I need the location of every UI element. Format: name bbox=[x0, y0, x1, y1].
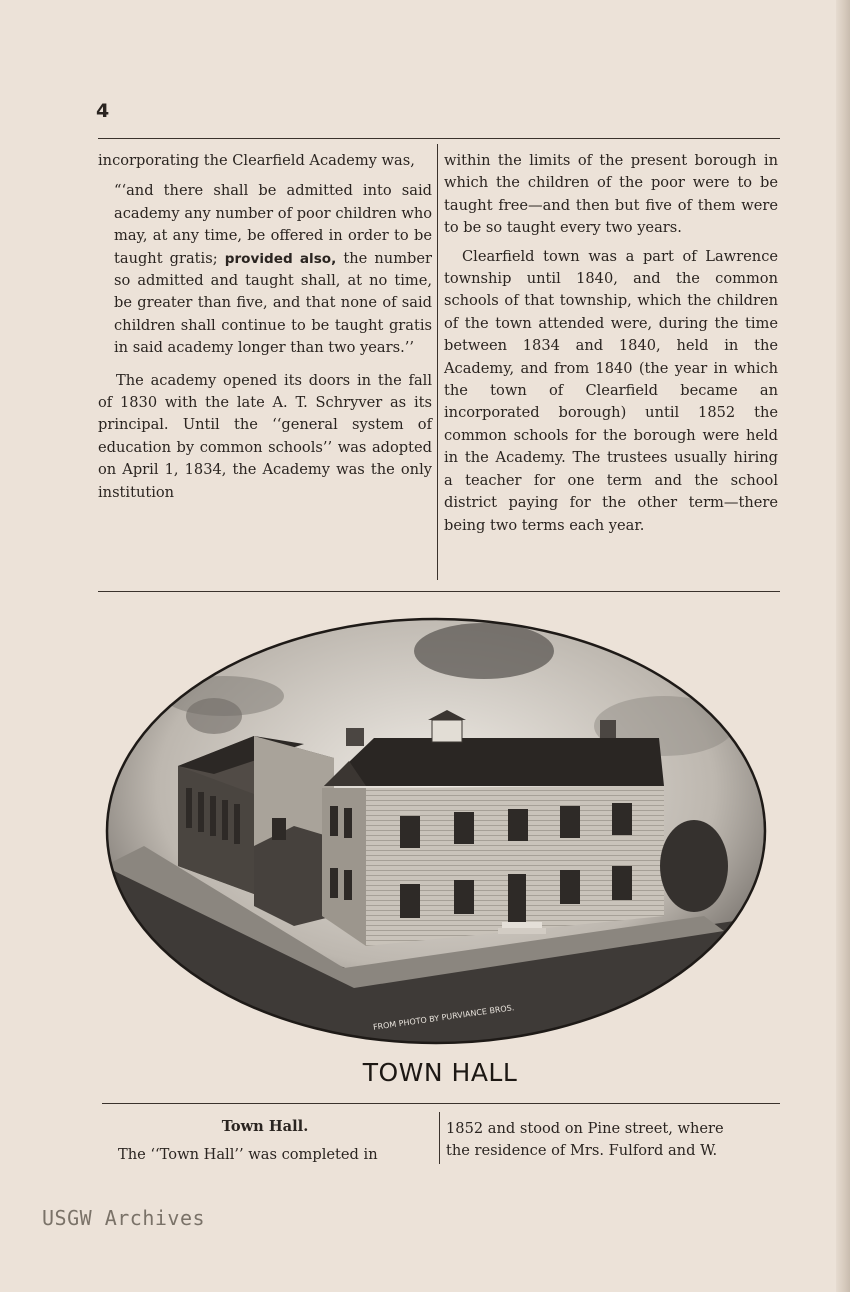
town-hall-illustration bbox=[104, 616, 768, 1046]
charter-quote-part-2: the number so admitted and taught shall, at no time, be greater than five, and that none of said children shall continue to be taught gratis in said academy longer than two years.’’ bbox=[114, 249, 432, 357]
archive-watermark: USGW Archives bbox=[42, 1206, 206, 1230]
left-paragraph-1: incorporating the Clearfield Academy was, bbox=[98, 152, 415, 169]
right-column bbox=[444, 150, 778, 537]
bottom-right-line-2: the residence of Mrs. Fulford and W. bbox=[446, 1142, 718, 1160]
section-title: Town Hall. bbox=[221, 1118, 309, 1135]
bottom-right-text bbox=[446, 1118, 780, 1163]
bottom-rule bbox=[102, 1103, 780, 1104]
mid-rule bbox=[98, 591, 780, 592]
page-number: 4 bbox=[96, 100, 110, 122]
right-paragraph-2: Clearfield town was a part of Lawrence township until 1840, and the common schools of that township, which the children of the town attended were, during the time between 1834 and 1840, held in the Academy, and from 1840 (the year in which the town of Clearfield became an incorporated borough) until 1852 the common schools for the borough were held in the Academy. The trustees usually hiring a teacher for one term and the school district paying for the other term—there being two terms each year. bbox=[444, 247, 778, 534]
bottom-column-divider bbox=[439, 1112, 440, 1164]
charter-quote-emphasis: provided also, bbox=[224, 250, 337, 267]
charter-quote-part-1: “‘and there shall be admitted into said academy any number of poor children who may, at any time, be offered in order to be taught gratis; bbox=[114, 182, 432, 267]
page-edge-shadow bbox=[836, 0, 850, 1292]
column-divider bbox=[437, 144, 438, 580]
bottom-right-line-1: 1852 and stood on Pine street, where bbox=[446, 1120, 724, 1137]
illustration-caption: TOWN HALL bbox=[362, 1058, 518, 1087]
left-paragraph-2: The academy opened its doors in the fall of 1830 with the late A. T. Schryver as its principal. Until the ‘‘general system of education by common schools’’ was adopted on April 1, 1834, the Academy was the only institution bbox=[98, 371, 432, 501]
photo-credit: FROM PHOTO BY PURVIANCE BROS. bbox=[372, 1003, 515, 1032]
top-rule bbox=[98, 138, 780, 139]
charter-quote bbox=[114, 180, 432, 359]
left-column bbox=[98, 150, 432, 504]
bottom-left-text: The ‘‘Town Hall’’ was completed in bbox=[118, 1146, 378, 1163]
right-paragraph-1: within the limits of the present borough in which the children of the poor were to be taught free—and then but five of them were to be so taught every two years. bbox=[444, 152, 778, 237]
